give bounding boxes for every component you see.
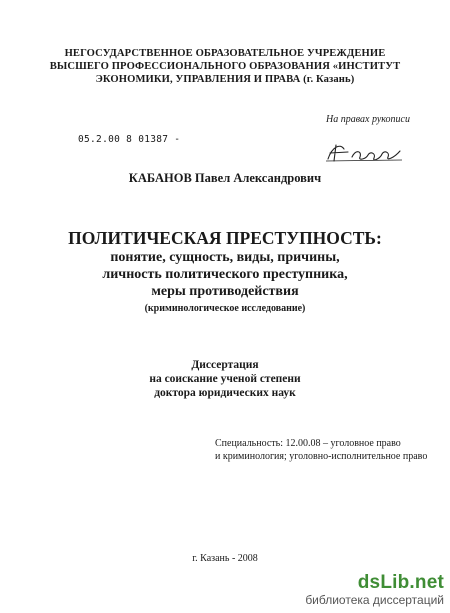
degree-line-2: на соискание ученой степени xyxy=(149,373,301,385)
dissertation-subtitle-2: личность политического преступника, xyxy=(102,267,348,282)
watermark xyxy=(305,573,444,607)
dissertation-subtitle-1: понятие, сущность, виды, причины, xyxy=(110,250,340,265)
watermark-logo: dsLib.net xyxy=(357,572,444,593)
watermark-caption: библиотека диссертаций xyxy=(305,593,444,607)
specialty-line-2: и криминология; уголовно-исполнительное право xyxy=(215,451,428,462)
specialty-line-1: Специальность: 12.00.08 – уголовное право xyxy=(215,438,401,449)
institution-line-1: НЕГОСУДАРСТВЕННОЕ ОБРАЗОВАТЕЛЬНОЕ УЧРЕЖДЕНИЕ xyxy=(64,48,386,59)
research-type-note: (криминологическое исследование) xyxy=(144,303,306,314)
degree-line-1: Диссертация xyxy=(191,359,259,371)
institution-line-2: ВЫСШЕГО ПРОФЕССИОНАЛЬНОГО ОБРАЗОВАНИЯ «ИНСТИТУТ xyxy=(49,61,401,72)
institution-line-3: ЭКОНОМИКИ, УПРАВЛЕНИЯ И ПРАВА (г. Казань) xyxy=(95,74,355,85)
city-year: г. Казань - 2008 xyxy=(192,553,258,564)
degree-line-3: доктора юридических наук xyxy=(154,387,296,399)
author-name: КАБАНОВ Павел Александрович xyxy=(128,171,322,185)
manuscript-note: На правах рукописи xyxy=(326,114,410,125)
registration-stamp-number: 05.2.00 8 01387 - xyxy=(78,134,181,145)
dissertation-title: ПОЛИТИЧЕСКАЯ ПРЕСТУПНОСТЬ: xyxy=(68,228,382,248)
dissertation-subtitle-3: меры противодействия xyxy=(151,284,299,299)
author-signature xyxy=(322,139,407,165)
